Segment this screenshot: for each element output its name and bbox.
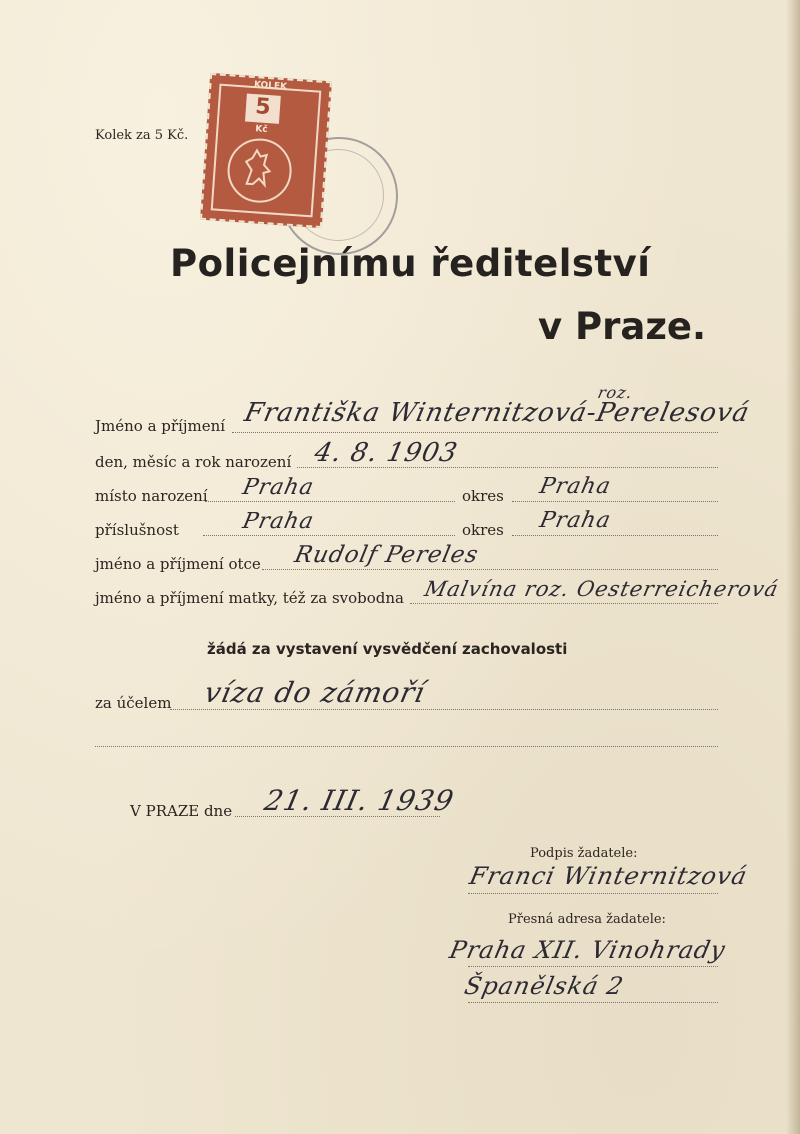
birthplace-value: Praha <box>240 475 317 500</box>
date-label: V PRAZE dne <box>130 802 233 820</box>
address-label: Přesná adresa žadatele: <box>508 912 666 927</box>
signature-label: Podpis žadatele: <box>530 846 638 861</box>
citizenship-district-line <box>512 535 718 536</box>
name-line <box>232 432 718 433</box>
heading-line-1: Policejnímu ředitelství <box>170 242 651 285</box>
stamp-unit: Kč <box>254 124 268 136</box>
mother-line <box>410 603 718 604</box>
signature-line <box>468 893 718 894</box>
citizenship-label: příslušnost <box>95 521 179 539</box>
name-value: Františka Winternitzová-Perelesová <box>241 398 753 428</box>
birthdate-label: den, měsíc a rok narození <box>95 453 292 471</box>
address-value-2: Španělská 2 <box>462 972 627 1000</box>
birthplace-label: místo narození <box>95 487 208 505</box>
revenue-stamp <box>200 73 332 228</box>
citizenship-district-value: Praha <box>537 508 614 533</box>
paper-edge <box>786 0 800 1134</box>
birthplace-district-line <box>512 501 718 502</box>
address-value-1: Praha XII. Vinohrady <box>447 936 729 964</box>
citizenship-value: Praha <box>240 509 317 534</box>
address-line-2 <box>468 1002 718 1003</box>
address-line-1 <box>468 966 718 967</box>
father-line <box>262 569 718 570</box>
date-value: 21. III. 1939 <box>261 784 458 817</box>
stamp-note: Kolek za 5 Kč. <box>95 128 189 143</box>
purpose-line <box>170 709 718 710</box>
stamp-value: 5 <box>245 94 281 124</box>
name-note: roz. <box>595 383 635 402</box>
name-label: Jméno a příjmení <box>95 417 226 435</box>
purpose-line-2 <box>95 746 718 747</box>
citizenship-district-label: okres <box>462 521 504 539</box>
signature-value: Franci Winternitzová <box>467 862 751 890</box>
coat-of-arms-icon <box>225 136 293 204</box>
purpose-label: za účelem <box>95 694 172 712</box>
stamp-top-text: KOLEK <box>253 80 288 93</box>
request-heading: žádá za vystavení vysvědčení zachovalosti <box>207 640 568 658</box>
heading-line-2: v Praze. <box>538 305 707 348</box>
purpose-value: víza do zámoří <box>201 676 429 709</box>
birthdate-value: 4. 8. 1903 <box>311 438 461 468</box>
birthplace-district-label: okres <box>462 487 504 505</box>
mother-label: jméno a příjmení matky, též za svobodna <box>95 589 405 607</box>
father-value: Rudolf Pereles <box>292 542 482 568</box>
birthplace-line <box>205 501 455 502</box>
citizenship-line <box>203 535 455 536</box>
father-label: jméno a příjmení otce <box>95 555 261 573</box>
birthplace-district-value: Praha <box>537 474 614 499</box>
mother-value: Malvína roz. Oesterreicherová <box>422 577 781 601</box>
